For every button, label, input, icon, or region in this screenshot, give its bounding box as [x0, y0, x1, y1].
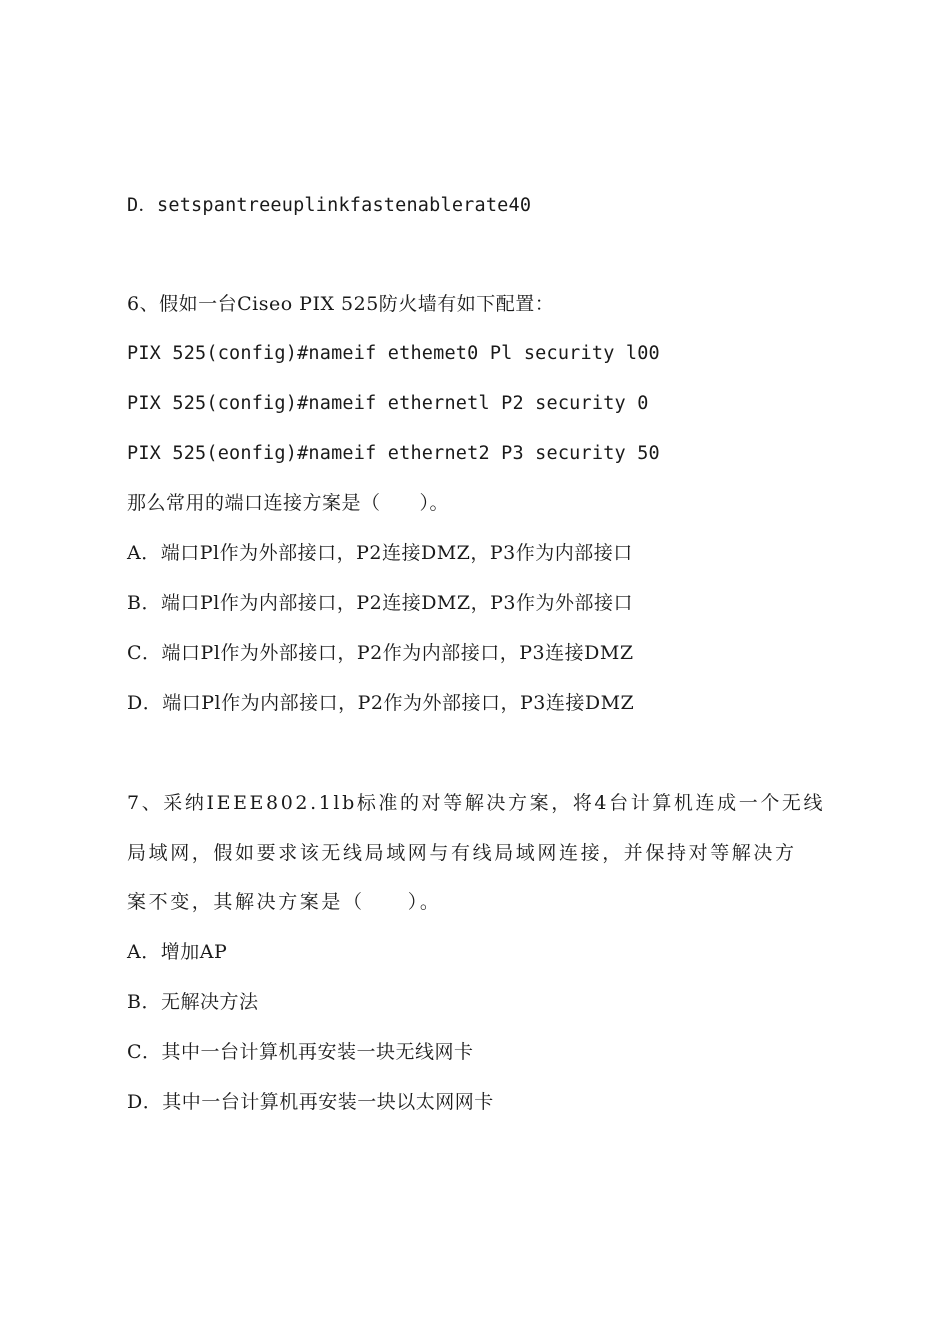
q7-option-c: C．其中一台计算机再安装一块无线网卡: [127, 1041, 474, 1063]
q6-config-line-1: PIX 525(config)#nameif ethemet0 Pl security l00: [127, 343, 660, 364]
q6-option-a: A．端口Pl作为外部接口，P2连接DMZ，P3作为内部接口: [127, 542, 633, 564]
q7-option-b: B．无解决方法: [127, 991, 259, 1013]
q6-option-b: B．端口Pl作为内部接口，P2连接DMZ，P3作为外部接口: [127, 592, 633, 614]
q7-option-d: D．其中一台计算机再安装一块以太网网卡: [127, 1091, 494, 1113]
q7-option-a: A．增加AP: [127, 941, 228, 963]
q6-question: 那么常用的端口连接方案是（ ）。: [127, 492, 450, 514]
q6-stem: 6、假如一台Ciseo PIX 525防火墙有如下配置：: [127, 293, 555, 315]
q6-config-line-2: PIX 525(config)#nameif ethernetl P2 security 0: [127, 393, 649, 414]
q6-config-line-3: PIX 525(eonfig)#nameif ethernet2 P3 security 50: [127, 443, 660, 464]
q5-option-d: D．setspantreeuplinkfastenablerate40: [127, 195, 532, 216]
q7-stem-line-2: 局域网，假如要求该无线局域网与有线局域网连接，并保持对等解决方: [127, 842, 797, 864]
q7-stem-line-1: 7、采纳IEEE802.1lb标准的对等解决方案，将4台计算机连成一个无线: [127, 792, 826, 814]
q6-option-c: C．端口Pl作为外部接口，P2作为内部接口，P3连接DMZ: [127, 642, 634, 664]
q7-stem-line-3: 案不变，其解决方案是（ ）。: [127, 891, 442, 913]
q6-option-d: D．端口Pl作为内部接口，P2作为外部接口，P3连接DMZ: [127, 692, 635, 714]
